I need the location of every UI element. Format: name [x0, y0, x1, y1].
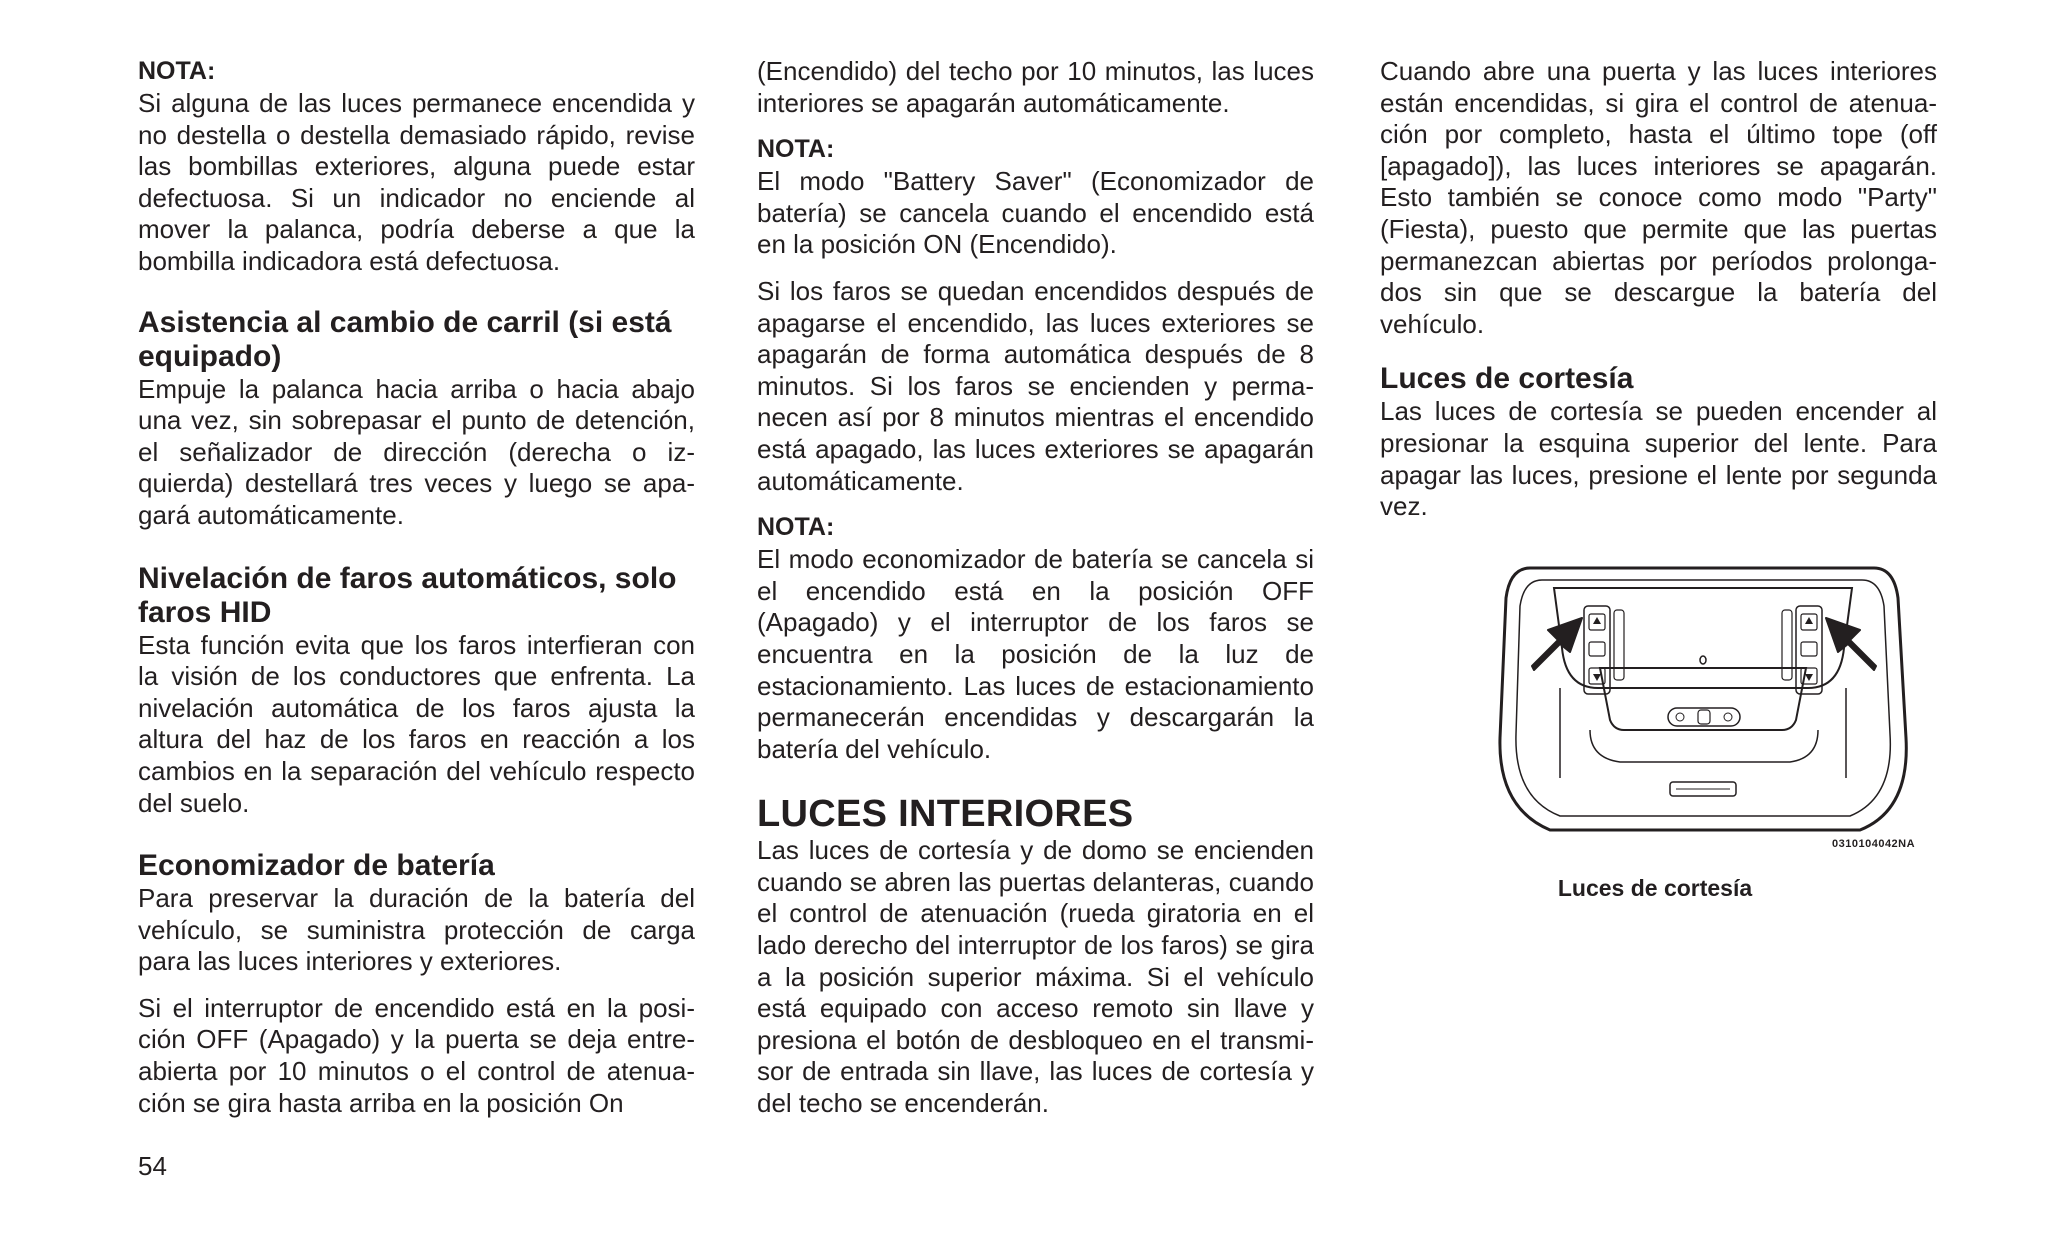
paragraph-courtesy-lights: Las luces de cortesía se pueden encender al presionar la esquina superior del lente. Para apagar las luces, presione el lente por segunda vez. — [1380, 396, 1937, 522]
heading-courtesy-lights: Luces de cortesía — [1380, 362, 1634, 396]
page-number: 54 — [138, 1151, 167, 1181]
paragraph-continuation: (Encendido) del techo por 10 minutos, las luces interiores se apagarán automáticamente. — [757, 56, 1314, 118]
note-label: NOTA: — [757, 135, 835, 164]
note-text: El modo "Battery Saver" (Economizador de batería) se cancela cuando el encendido está en la posición ON (Encendido). — [757, 166, 1314, 260]
heading-battery-saver: Economizador de batería — [138, 849, 495, 883]
note-text: El modo economizador de batería se cancela si el encendido está en la posición OFF (Apagado) y el interruptor de los faros se encuentra en la posición de la luz de estacionamiento. Las luces de estacionamiento permanecerán encendidas y descargarán la batería del vehículo. — [757, 544, 1314, 764]
paragraph-interior-lights: Las luces de cortesía y de domo se encienden cuando se abren las puertas delanteras, cuando el control de atenuación (rueda giratoria en el lado derecho del interruptor de los faros) se gira a la posición superior máxima. Si el vehículo está equipado con acceso remoto sin llave y presiona el botón de desbloqueo en el transmisor de entrada sin llave, las luces de cortesía y del techo se encenderán. — [757, 835, 1314, 1119]
heading-lane-assist: Asistencia al cambio de carril (si está equipado) — [138, 305, 672, 373]
paragraph-battery-saver-2: Si el interruptor de encendido está en la posición OFF (Apagado) y la puerta se deja entreabierta por 10 minutos o el control de atenuación se gira hasta arriba en la posición On — [138, 992, 695, 1118]
paragraph-battery-saver-1: Para preservar la duración de la batería del vehículo, se suministra protección de carga para las luces interiores y exteriores. — [138, 883, 695, 977]
note-text: Si alguna de las luces permanece encendida y no destella o destella demasiado rápido, revise las bombillas exteriores, alguna puede estar defectuosa. Si un indicador no enciende al mover la palanca, podría deberse a que la bombilla indicadora está defectuosa. — [138, 88, 695, 276]
paragraph-headlamp-leveling: Esta función evita que los faros interfieran con la visión de los conductores que enfrenta. La nivelación automática de los faros ajusta la altura del haz de los faros en reacción a los cambios en la separación del vehículo respecto del suelo. — [138, 629, 695, 818]
column-middle — [757, 56, 1314, 1135]
column-left — [138, 56, 695, 1134]
paragraph-lane-assist: Empuje la palanca hacia arriba o hacia abajo una vez, sin sobrepasar el punto de detención, el señalizador de dirección (derecha o izquierda) destellará tres veces y luego se apagará automáticamente. — [138, 373, 695, 530]
heading-headlamp-leveling: Nivelación de faros automáticos, solo faros HID — [138, 561, 677, 629]
figure-code: 0310104042NA — [1832, 838, 1916, 850]
courtesy-lights-illustration — [1490, 548, 1920, 858]
section-title-interior-lights: LUCES INTERIORES — [757, 793, 1134, 836]
paragraph-headlights-off: Si los faros se quedan encendidos después de apagarse el encendido, las luces exteriores se apagarán de forma automática después de 8 minutos. Si los faros se encienden y permanecen así por 8 minutos mientras el encendido está apagado, las luces exteriores se apagarán automáticamente. — [757, 275, 1314, 496]
paragraph-party-mode: Cuando abre una puerta y las luces interiores están encendidas, si gira el control de atenuación por completo, hasta el último tope (off [apagado]), las luces interiores se apagarán. Esto también se conoce como modo "Party" (Fiesta), puesto que permite que las puertas permanezcan abiertas por períodos prolongados sin que se descargue la batería del vehículo. — [1380, 56, 1937, 339]
note-label: NOTA: — [138, 57, 216, 85]
note-label: NOTA: — [757, 513, 835, 542]
figure-caption: Luces de cortesía — [1557, 875, 1753, 901]
column-right — [1380, 56, 1937, 538]
